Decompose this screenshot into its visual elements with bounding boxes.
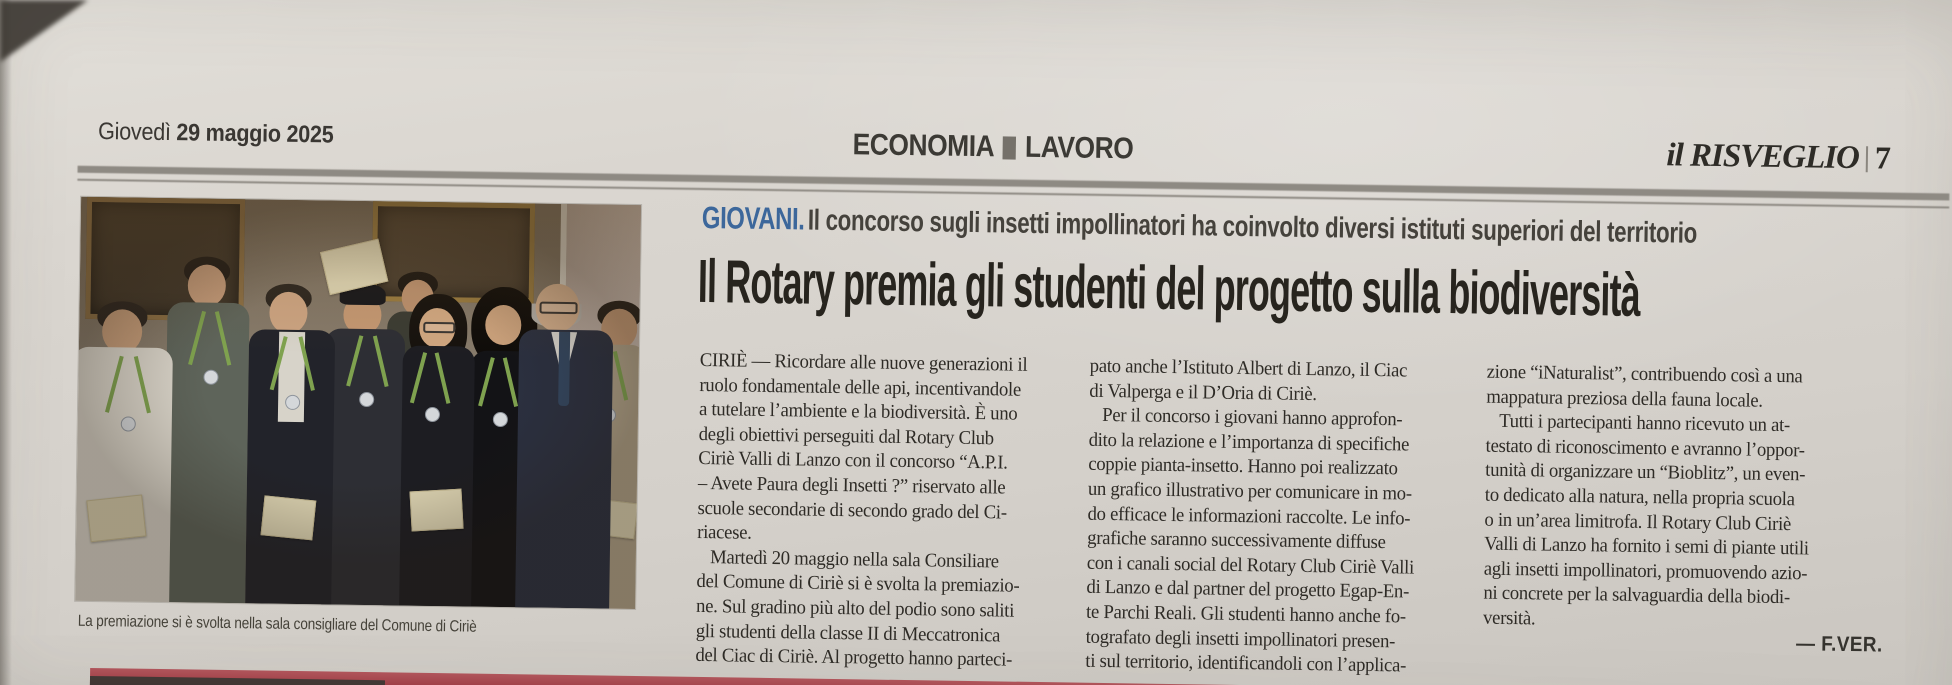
edition-date	[98, 118, 334, 149]
article-photo	[74, 196, 642, 610]
section-title-left: ECONOMIA	[852, 128, 995, 164]
section-divider-square	[1003, 136, 1017, 159]
scan-corner-shadow	[0, 0, 88, 62]
section-title-right: LAVORO	[1024, 130, 1134, 166]
masthead-logo: il RISVEGLIO	[1666, 137, 1860, 177]
body-column-2: pato anche l’Istituto Albert di Lanzo, il Ciac di Valperga e il D’Oria di Ciriè. Per il concorso i giovani hanno approfon- dito la relazione e l’importanza di specifiche coppie pianta-insetto. Hanno poi realizzato un grafico illustrativo per comunicare in mo- do efficace le informazioni raccolte. Le info- grafiche saranno successivamente diffuse con i canali social del Rotary Club Ciriè Valli di Lanzo e dal partner del progetto Egap-En- te Parchi Reali. Gli studenti hanno anche fo- tografato degli insetti impollinatori presen- ti sul territorio, identificandoli con l’applica-	[1085, 355, 1415, 677]
scan-edge-shadow	[0, 0, 12, 685]
article-kicker	[702, 200, 1698, 251]
photo-shading	[75, 197, 641, 609]
article-headline: Il Rotary premia gli studenti del progetto sulla biodiversità	[697, 246, 1641, 329]
photo-caption: La premiazione si è svolta nella sala consigliare del Comune di Ciriè	[77, 612, 477, 636]
body-column-1: CIRIÈ — Ricordare alle nuove generazioni il ruolo fondamentale delle api, incentivandole a tutelare l’ambiente e la biodiversità. È uno degli obiettivi perseguiti dal Rotary Club Ciriè Valli di Lanzo con il concorso “A.P.I. – Avete Paura degli Insetti ?” riservato alle scuole secondarie di secondo grado del Ci- riacese. Martedì 20 maggio nella sala Consiliare del Comune di Ciriè si è svolta la premiazio- ne. Sul gradino più alto del podio sono saliti gli studenti della classe II di Meccatronica del Ciac di Ciriè. Al progetto hanno parteci-	[695, 349, 1028, 671]
body-column-3: zione “iNaturalist”, contribuendo così a una mappatura preziosa della fauna locale. Tutti i partecipanti hanno ricevuto un at- testato di riconoscimento e avranno l’oppor- tunità di organizzare un “Bioblitz”, un even- to dedicato alla natura, nella propria scuola o in un’area limitrofa. Il Rotary Club Ciriè Valli di Lanzo ha fornito i semi di piante utili agli insetti impollinatori, promuovendo azio- ni concrete per la salvaguardia della biodi- versità.	[1482, 361, 1809, 630]
kicker-text: Il concorso sugli insetti impollinatori ha coinvolto diversi istituti superiori del territorio	[807, 204, 1698, 250]
author-signature: — F.VER.	[1795, 632, 1883, 657]
kicker-label: GIOVANI.	[701, 199, 805, 237]
edition-date-full: 29 maggio 2025	[176, 119, 334, 149]
masthead-divider	[1866, 146, 1868, 172]
page-number: 7	[1874, 139, 1892, 176]
section-title	[773, 127, 1213, 168]
masthead	[1643, 136, 1892, 178]
edition-date-day: Giovedì	[97, 118, 171, 147]
